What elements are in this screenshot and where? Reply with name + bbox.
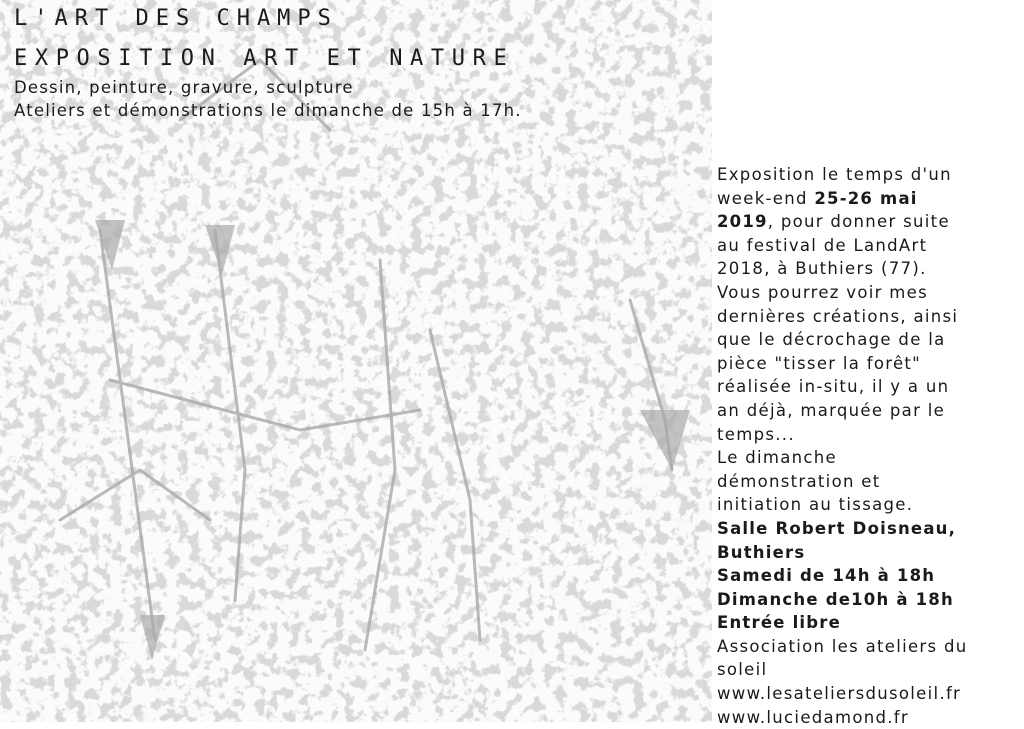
workshops-text: Ateliers et démonstrations le dimanche de 15h à 17h.	[14, 101, 522, 120]
entry-free: Entrée libre	[717, 613, 842, 633]
info-line: que le décrochage de la	[717, 330, 946, 350]
info-text: week-end	[717, 188, 815, 208]
info-line: dernières créations, ainsi	[717, 306, 959, 326]
info-line: réalisée in-situ, il y a un	[717, 377, 950, 397]
hours-sunday: Dimanche de10h à 18h	[717, 589, 954, 609]
event-year: 2019	[717, 212, 768, 232]
association-name: Association les ateliers du	[717, 636, 968, 656]
info-line: initiation au tissage.	[717, 495, 914, 515]
info-text: , pour donner suite	[767, 212, 950, 232]
info-line: an déjà, marquée par le	[717, 400, 946, 420]
exhibition-title: L'ART DES CHAMPS	[14, 6, 338, 31]
info-line: Vous pourrez voir mes	[717, 282, 928, 302]
info-line: Le dimanche	[717, 448, 837, 468]
exhibition-subtitle: EXPOSITION ART ET NATURE	[14, 46, 515, 71]
info-line: démonstration et	[717, 471, 881, 491]
info-line: temps...	[717, 424, 795, 444]
event-dates: 25-26 mai	[814, 188, 918, 208]
website-link-2[interactable]: www.luciedamond.fr	[717, 707, 909, 727]
info-line	[717, 187, 1022, 211]
website-link-1[interactable]: www.lesateliersdusoleil.fr	[717, 684, 962, 704]
disciplines-text: Dessin, peinture, gravure, sculpture	[14, 78, 354, 97]
info-line: Exposition le temps d'un	[717, 165, 952, 184]
info-line	[717, 210, 1022, 234]
hours-saturday: Samedi de 14h à 18h	[717, 566, 936, 586]
association-name-cont: soleil	[717, 660, 768, 680]
venue-name: Salle Robert Doisneau,	[717, 518, 957, 538]
info-line: pièce "tisser la forêt"	[717, 353, 922, 373]
info-column	[717, 163, 1022, 729]
venue-town: Buthiers	[717, 542, 806, 562]
info-line: au festival de LandArt	[717, 235, 928, 255]
info-line: 2018, à Buthiers (77).	[717, 259, 927, 279]
